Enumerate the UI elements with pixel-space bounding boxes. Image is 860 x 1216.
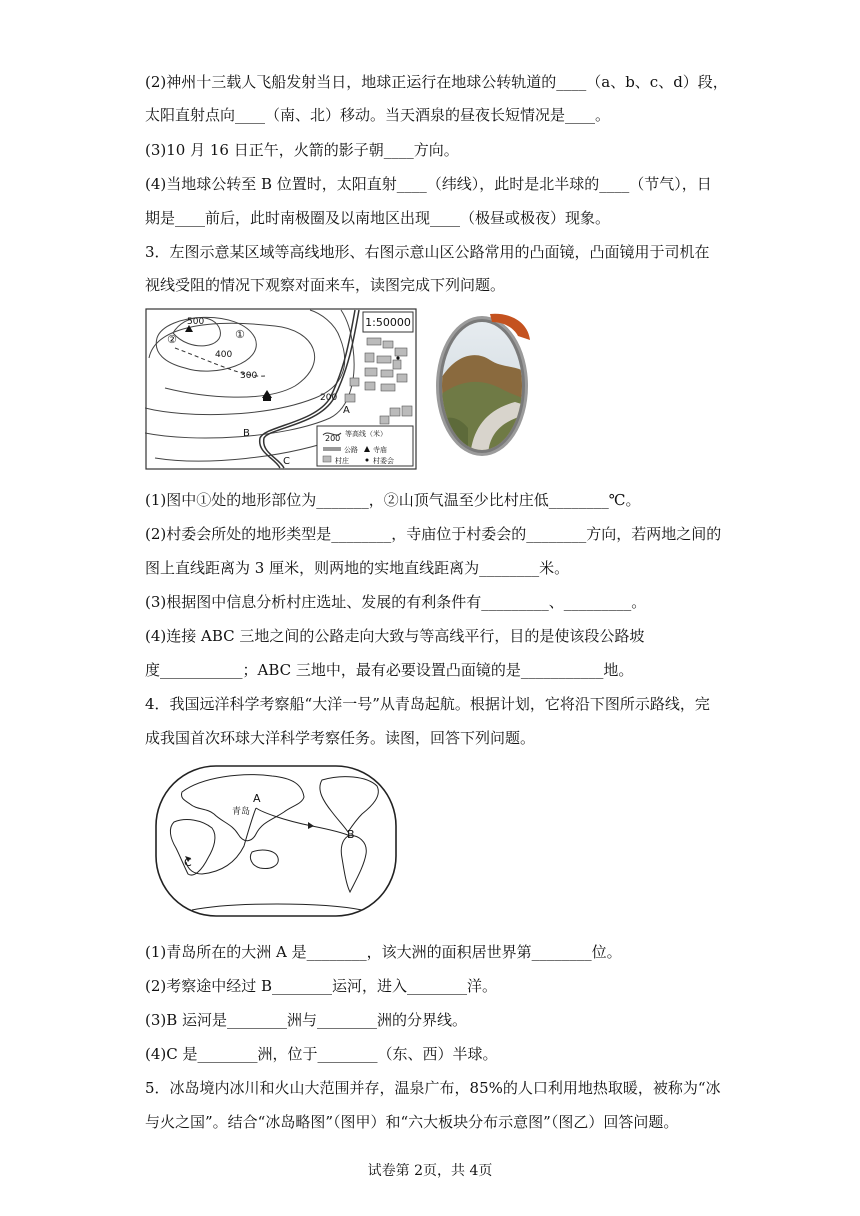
label-b: B xyxy=(347,828,355,841)
world-route-map xyxy=(152,762,400,920)
contour-label-200: 200 xyxy=(320,393,338,403)
question-2-part-2-line-1: (2)神州十三载人飞船发射当日，地球正运行在地球公转轨道的____（a、b、c、d）段， xyxy=(145,73,728,91)
question-3-part-3: (3)根据图中信息分析村庄选址、发展的有利条件有_________、_________。 xyxy=(145,593,647,611)
question-5-stem-line-2: 与火之国”。结合“冰岛略图”（图甲）和“六大板块分布示意图”（图乙）回答问题。 xyxy=(145,1113,679,1131)
legend-contour: 等高线（米） xyxy=(345,430,387,438)
legend-committee: 村委会 xyxy=(373,457,394,465)
question-3-stem-line-1: 3．左图示意某区域等高线地形、右图示意山区公路常用的凸面镜，凸面镜用于司机在 xyxy=(145,243,710,261)
question-4-part-4: (4)C 是________洲，位于________（东、西）半球。 xyxy=(145,1045,498,1063)
label-c: C xyxy=(184,856,192,869)
point-a: A xyxy=(343,405,350,416)
map-scale: 1:50000 xyxy=(365,316,411,329)
contour-label-300: 300 xyxy=(240,371,258,381)
legend-contour-value: 200 xyxy=(325,434,341,443)
question-2-part-4-line-2: 期是____前后，此时南极圈及以南地区出现____（极昼或极夜）现象。 xyxy=(145,209,611,227)
question-3-part-2-line-1: (2)村委会所处的地形类型是________，寺庙位于村委会的________方向，若两地之间的 xyxy=(145,525,722,543)
question-4-stem-line-2: 成我国首次环球大洋科学考察任务。读图，回答下列问题。 xyxy=(145,729,536,747)
question-3-part-4-line-1: (4)连接 ABC 三地之间的公路走向大致与等高线平行，目的是使该段公路坡 xyxy=(145,627,645,645)
label-a: A xyxy=(253,792,261,805)
australia-landmass xyxy=(250,850,278,869)
question-3-part-1: (1)图中①处的地形部位为_______，②山顶气温至少比村庄低________℃。 xyxy=(145,491,641,509)
point-b: B xyxy=(243,428,250,439)
question-4-part-2: (2)考察途中经过 B________运河，进入________洋。 xyxy=(145,977,498,995)
marker-1: ① xyxy=(235,328,245,341)
question-5-stem-line-1: 5．冰岛境内冰川和火山大范围并存，温泉广布，85%的人口利用地热取暖，被称为“冰 xyxy=(145,1079,721,1097)
legend-road: 公路 xyxy=(344,446,358,454)
legend-temple: 寺庙 xyxy=(373,446,387,454)
marker-2: ② xyxy=(167,333,177,346)
question-4-part-1: (1)青岛所在的大洲 A 是________，该大洲的面积居世界第________位。 xyxy=(145,943,622,961)
label-qingdao: 青岛 xyxy=(232,807,251,817)
convex-mirror-photo xyxy=(430,310,530,458)
contour-label-500: 500 xyxy=(187,317,205,327)
question-2-part-4-line-1: (4)当地球公转至 B 位置时，太阳直射____（纬线），此时是北半球的____（节气），日 xyxy=(145,175,712,193)
contour-map-figure xyxy=(145,308,417,470)
legend-village: 村庄 xyxy=(335,457,349,465)
page-footer: 试卷第 2页，共 4页 xyxy=(367,1163,493,1179)
question-4-stem-line-1: 4．我国远洋科学考察船“大洋一号”从青岛起航。根据计划，它将沿下图所示路线，完 xyxy=(145,695,710,713)
question-2-part-2-line-2: 太阳直射点向____（南、北）移动。当天酒泉的昼夜长短情况是____。 xyxy=(145,106,611,124)
committee-dot xyxy=(396,356,399,359)
question-3-stem-line-2: 视线受阻的情况下观察对面来车，读图完成下列问题。 xyxy=(145,276,506,294)
question-3-part-4-line-2: 度___________；ABC 三地中，最有必要设置凸面镜的是___________地。 xyxy=(145,661,634,679)
contour-label-400: 400 xyxy=(215,350,233,360)
question-2-part-3: (3)10 月 16 日正午，火箭的影子朝____方向。 xyxy=(145,141,459,159)
point-c: C xyxy=(283,456,290,467)
question-4-part-3: (3)B 运河是________洲与________洲的分界线。 xyxy=(145,1011,468,1029)
question-3-part-2-line-2: 图上直线距离为 3 厘米，则两地的实地直线距离为________米。 xyxy=(145,559,570,577)
